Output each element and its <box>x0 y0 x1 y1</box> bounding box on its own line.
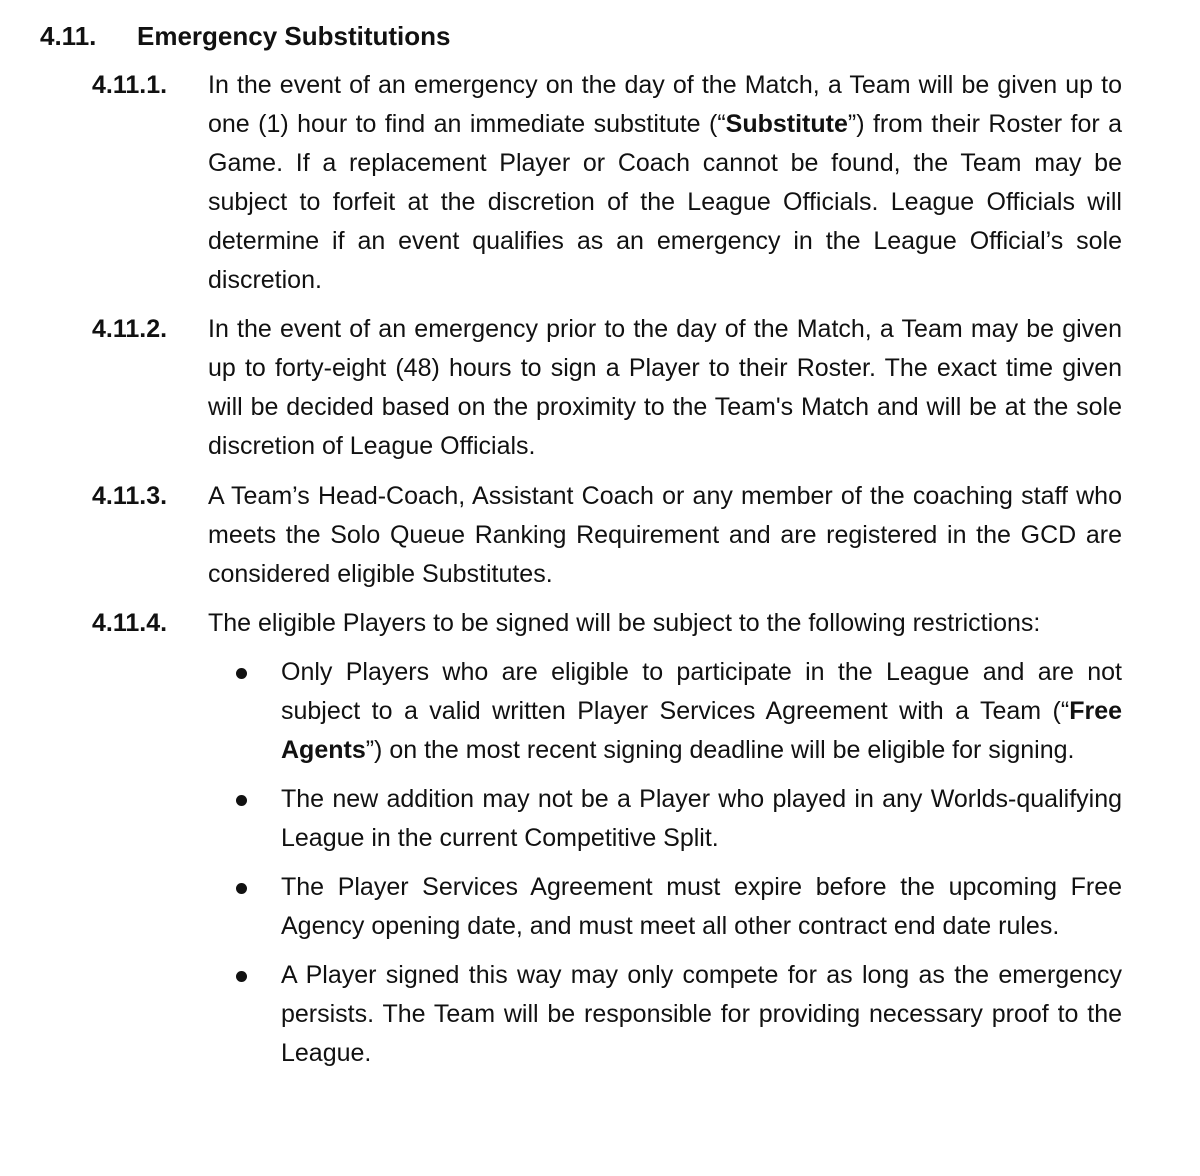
clause-number: 4.11.4. <box>92 609 168 637</box>
clause-4-11-2 <box>92 310 1122 466</box>
section-title: Emergency Substitutions <box>137 21 451 51</box>
defined-term-free-agents: Free Agents <box>281 697 1122 764</box>
clause-text: In the event of an emergency prior to the day of the Match, a Team may be given up to forty-eight (48) hours to sign a Player to their Roster. The exact time given will be decided based on the proximity to the Team's Match and will be at the sole discretion of League Officials. <box>208 315 1122 460</box>
list-item: The Player Services Agreement must expire before the upcoming Free Agency opening date, and must meet all other contract end date rules. <box>236 868 1122 946</box>
bullet-icon <box>236 971 247 982</box>
defined-term-substitute: Substitute <box>725 110 848 138</box>
list-item: A Player signed this way may only compete for as long as the emergency persists. The Team will be responsible for providing necessary proof to the League. <box>236 956 1122 1073</box>
bullet-icon <box>236 668 247 679</box>
bullet-icon <box>236 795 247 806</box>
list-item: Only Players who are eligible to participate in the League and are not subject to a valid written Player Services Agreement with a Team (“Free Agents”) on the most recent signing deadline will be eligible for signing. <box>236 653 1122 770</box>
clause-4-11-4 <box>92 604 1122 643</box>
bullet-icon <box>236 883 247 894</box>
clause-4-11-3 <box>92 477 1122 594</box>
clause-number: 4.11.3. <box>92 482 168 510</box>
list-item: The new addition may not be a Player who played in any Worlds-qualifying League in the current Competitive Split. <box>236 780 1122 858</box>
clause-number: 4.11.2. <box>92 315 168 343</box>
restrictions-list <box>236 653 1122 1083</box>
clause-4-11-1 <box>92 66 1122 300</box>
clause-text: The eligible Players to be signed will be subject to the following restrictions: <box>208 609 1041 637</box>
clause-text: In the event of an emergency on the day of the Match, a Team will be given up to one (1) hour to find an immediate substitute (“Substitute”) from their Roster for a Game. If a replacement Player or Coach cannot be found, the Team may be subject to forfeit at the discretion of the League Officials. League Officials will determine if an event qualifies as an emergency in the League Official’s sole discretion. <box>208 71 1122 294</box>
section-heading <box>40 17 451 56</box>
clause-text: A Team’s Head-Coach, Assistant Coach or any member of the coaching staff who meets the Solo Queue Ranking Requirement and are registered in the GCD are considered eligible Substitutes. <box>208 482 1122 588</box>
clause-number: 4.11.1. <box>92 71 168 99</box>
section-number: 4.11. <box>40 21 97 51</box>
